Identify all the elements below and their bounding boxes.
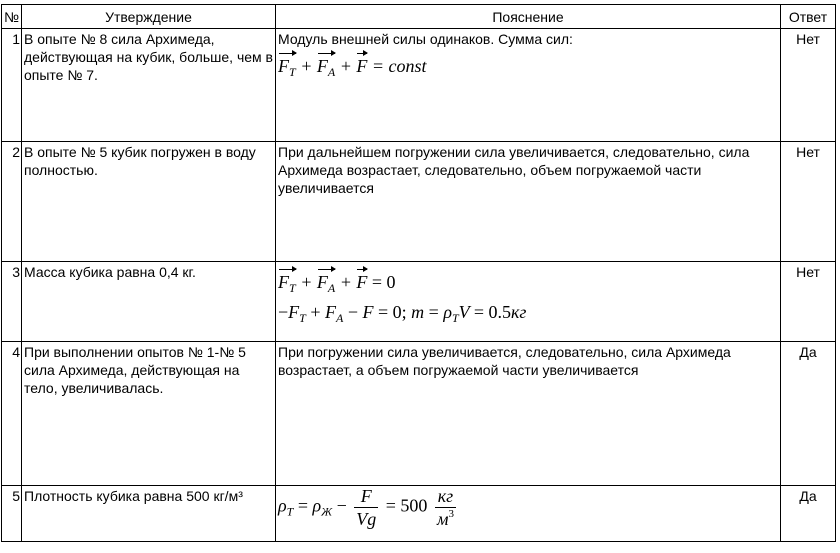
row-number: 2 [2, 142, 22, 262]
header-statement: Утверждение [22, 5, 276, 29]
explanation-text: Модуль внешней силы одинаков. Сумма сил: [278, 31, 573, 47]
explanation-cell [276, 29, 781, 142]
fraction: $\frac{F}{Vg}$ [356, 486, 377, 529]
row-number: 4 [2, 342, 22, 486]
explanation-cell: При дальнейшем погружении сила увеличивается, следовательно, сила Архимеда возрастает, следовательно, объем погружаемой части увеличивается [276, 142, 781, 262]
table-row [2, 486, 836, 542]
answer-cell: Нет [781, 142, 836, 262]
explanation-cell [276, 262, 781, 342]
row-number: 1 [2, 29, 22, 142]
formula-2: $-F_T + F_A - F = 0$; $m = \rho_TV = 0.5кг$ [278, 302, 527, 325]
unit-fraction: $\frac{кг}{м^3}$ [436, 486, 454, 529]
answer-cell: Нет [781, 29, 836, 142]
header-answer: Ответ [781, 5, 836, 29]
header-row [2, 5, 836, 29]
explanation-cell: При погружении сила увеличивается, следовательно, сила Архимеда возрастает, а объем погружаемой части увеличивается [276, 342, 781, 486]
answer-cell: Да [781, 342, 836, 486]
formula-1: $F_T + F_A + F = 0$ [278, 266, 778, 294]
table-row [2, 142, 836, 262]
answer-cell: Нет [781, 262, 836, 342]
header-explanation: Пояснение [276, 5, 781, 29]
header-num: № [2, 5, 22, 29]
row-number: 3 [2, 262, 22, 342]
statement-cell: Плотность кубика равна 500 кг/м³ [22, 486, 276, 542]
table-row [2, 342, 836, 486]
table-row [2, 262, 836, 342]
statement-cell: В опыте № 8 сила Архимеда, действующая на кубик, больше, чем в опыте № 7. [22, 29, 276, 142]
statement-cell: Масса кубика равна 0,4 кг. [22, 262, 276, 342]
row-number: 5 [2, 486, 22, 542]
explanation-cell [276, 486, 781, 542]
table-row [2, 29, 836, 142]
statement-cell: При выполнении опытов № 1-№ 5 сила Архимеда, действующая на тело, увеличивалась. [22, 342, 276, 486]
statement-cell: В опыте № 5 кубик погружен в воду полностью. [22, 142, 276, 262]
answer-cell: Да [781, 486, 836, 542]
formula: $F_T + F_A + F$ = const [278, 50, 778, 78]
answers-table [1, 4, 836, 542]
formula: $\rho_T = \rho_Ж$ − $\frac{F}{Vg}$ = 500 $\frac{кг}{м^3}$ [278, 486, 454, 529]
